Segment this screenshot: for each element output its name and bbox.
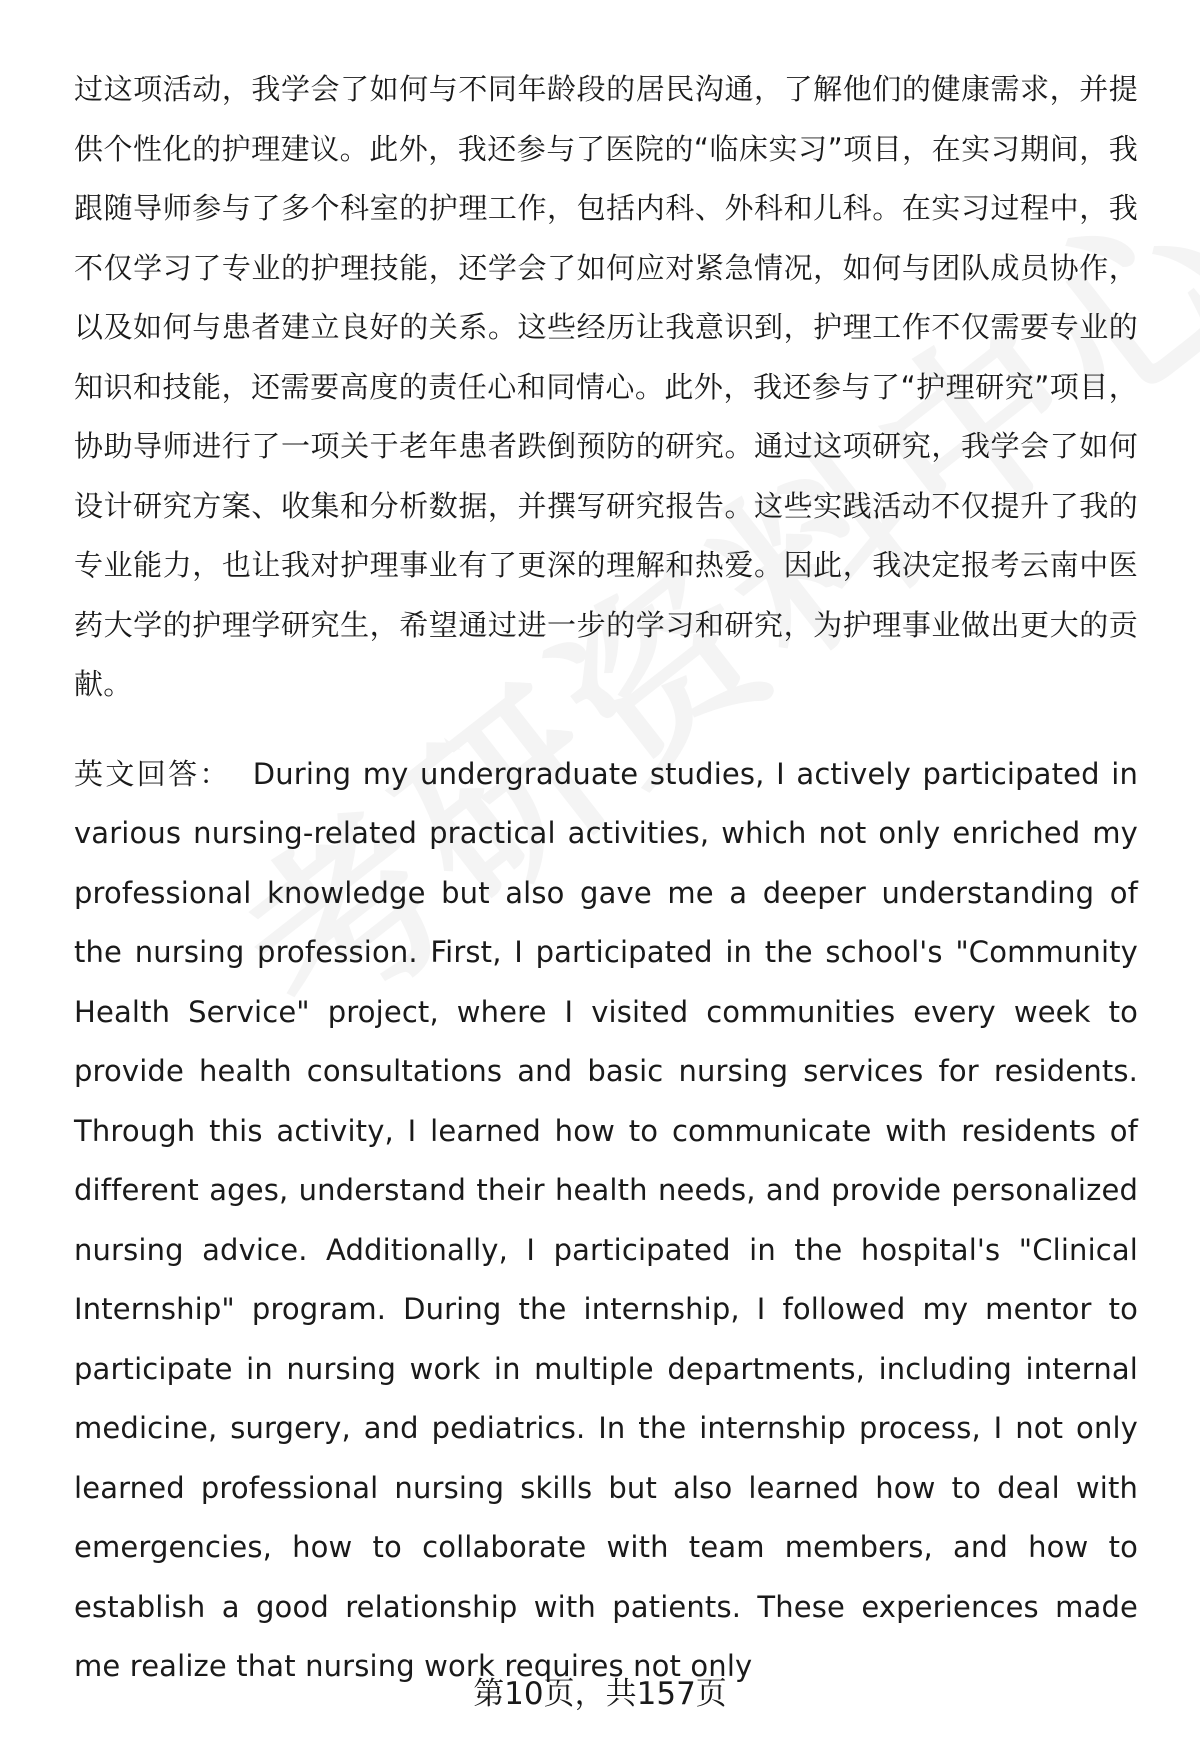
document-content xyxy=(74,60,1138,1697)
english-answer-label: 英文回答： xyxy=(74,756,231,791)
english-answer-paragraph xyxy=(74,745,1138,1697)
english-answer-text: During my undergraduate studies, I actively participated in various nursing-related practical activities, which not only enriched my professional knowledge but also gave me a deeper understanding of the nursing profession. First, I participated in the school's "Community Health Service" project, where I visited communities every week to provide health consultations and basic nursing services for residents. Through this activity, I learned how to communicate with residents of different ages, understand their health needs, and provide personalized nursing advice. Additionally, I participated in the hospital's "Clinical Internship" program. During the internship, I followed my mentor to participate in nursing work in multiple departments, including internal medicine, surgery, and pediatrics. In the internship process, I not only learned professional nursing skills but also learned how to deal with emergencies, how to collaborate with team members, and how to establish a good relationship with patients. These experiences made me realize that nursing work requires not only xyxy=(74,756,1138,1683)
page-number-footer: 第10页，共157页 xyxy=(473,1676,727,1712)
chinese-answer-paragraph: 过这项活动，我学会了如何与不同年龄段的居民沟通，了解他们的健康需求，并提供个性化的护理建议。此外，我还参与了医院的“临床实习”项目，在实习期间，我跟随导师参与了多个科室的护理工作，包括内科、外科和儿科。在实习过程中，我不仅学习了专业的护理技能，还学会了如何应对紧急情况，如何与团队成员协作，以及如何与患者建立良好的关系。这些经历让我意识到，护理工作不仅需要专业的知识和技能，还需要高度的责任心和同情心。此外，我还参与了“护理研究”项目，协助导师进行了一项关于老年患者跌倒预防的研究。通过这项研究，我学会了如何设计研究方案、收集和分析数据，并撰写研究报告。这些实践活动不仅提升了我的专业能力，也让我对护理事业有了更深的理解和热爱。因此，我决定报考云南中医药大学的护理学研究生，希望通过进一步的学习和研究，为护理事业做出更大的贡献。 xyxy=(74,72,1138,701)
